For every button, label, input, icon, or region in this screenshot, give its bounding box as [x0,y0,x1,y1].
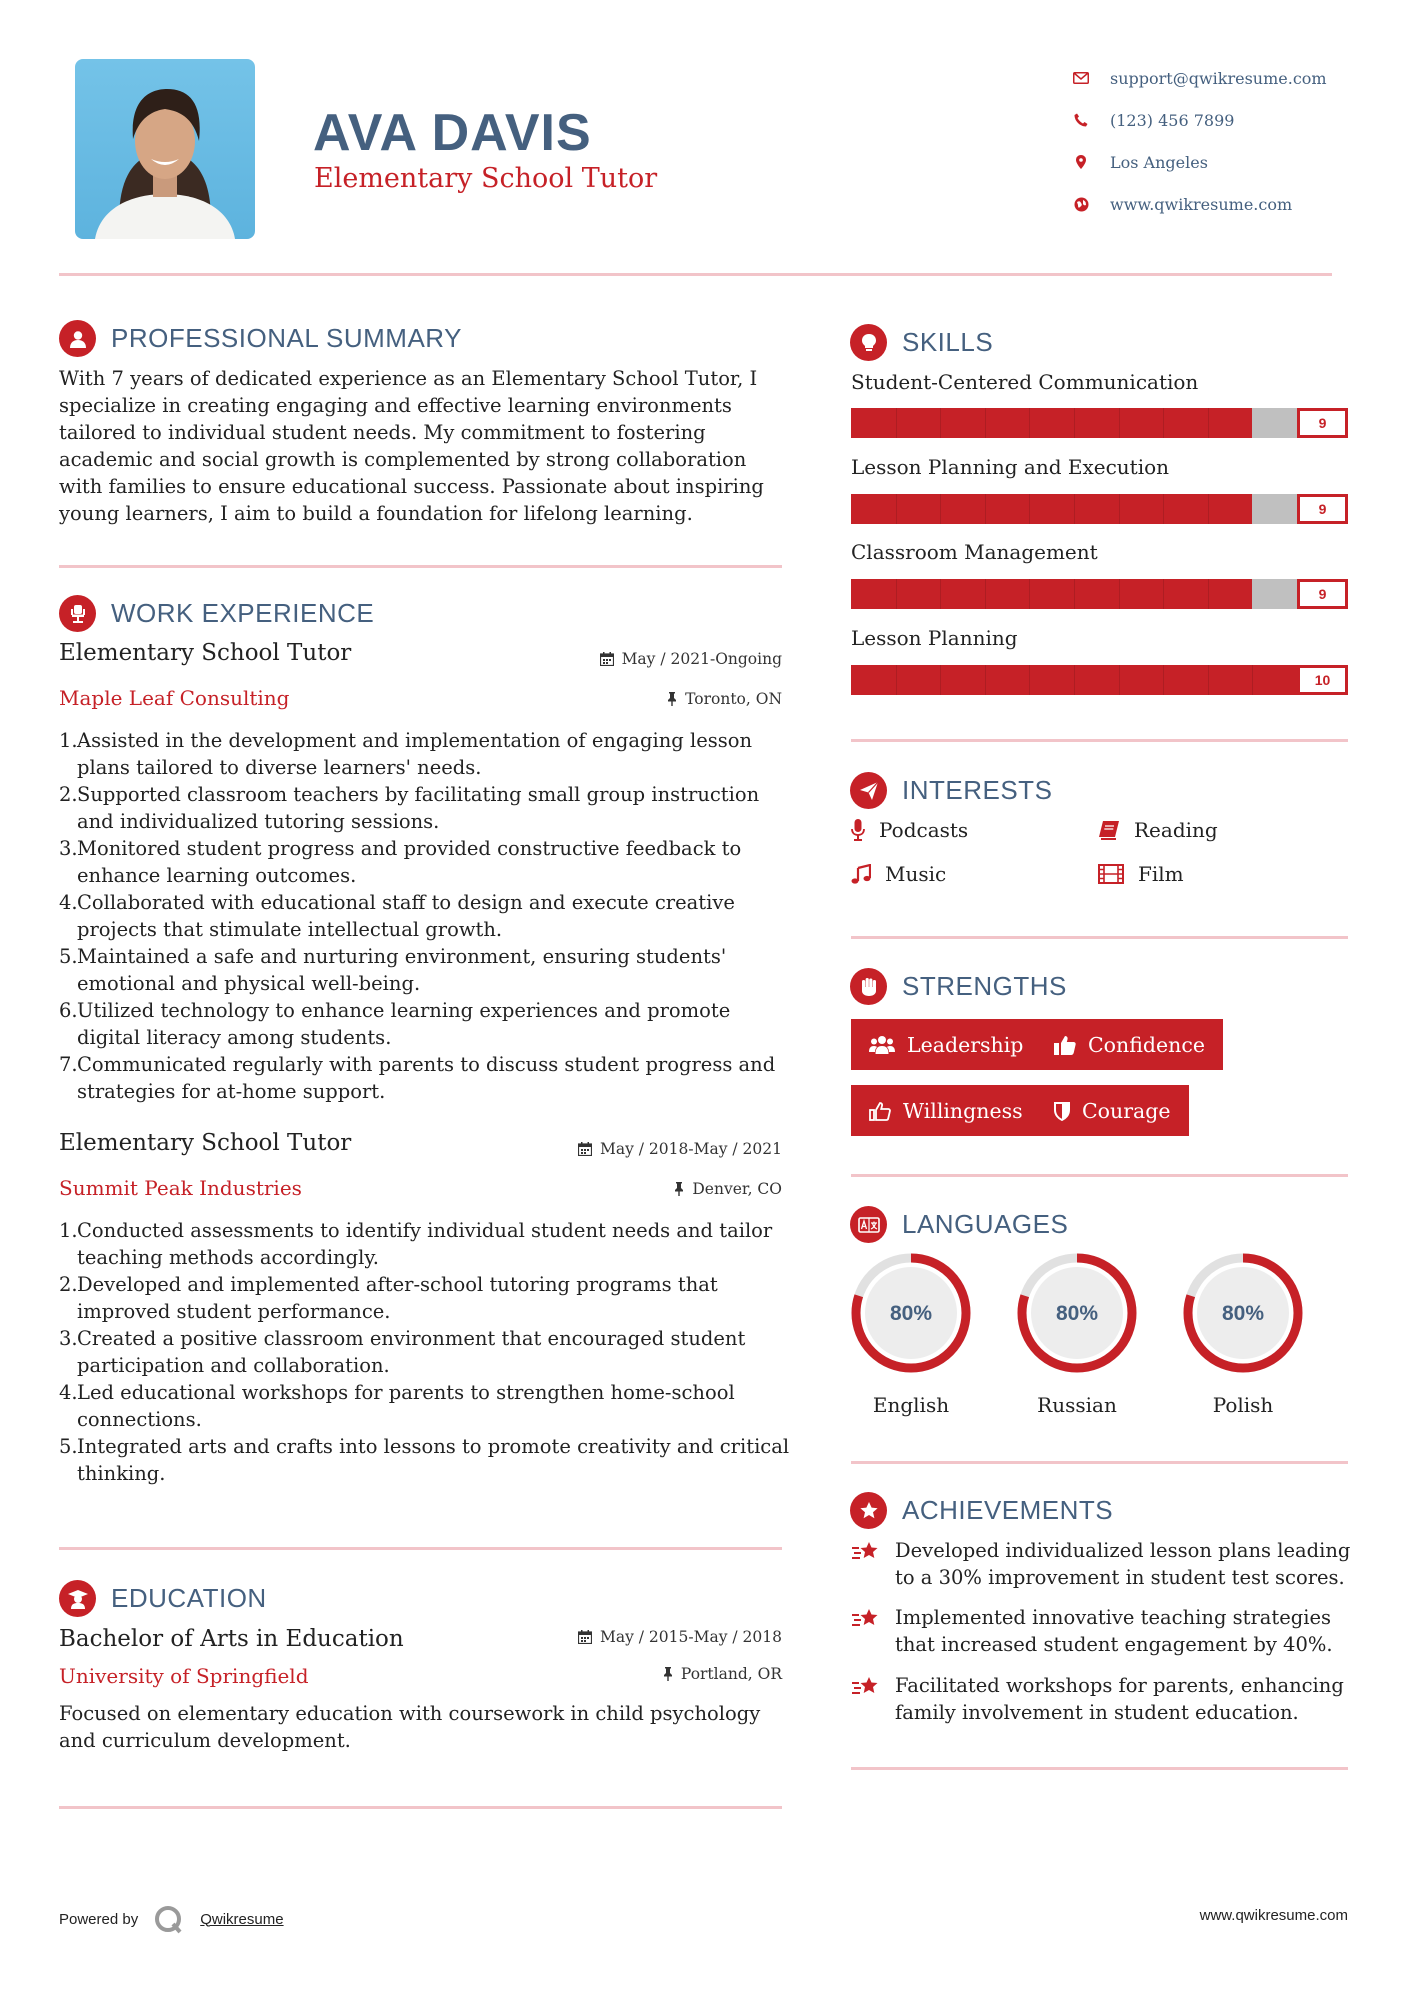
job-2-dates [540,1140,782,1158]
skill-bar-segment [1163,665,1164,695]
music-note-icon [851,864,871,884]
skill-1-track [1252,408,1297,438]
profile-photo [75,59,255,239]
map-pin-icon [1070,151,1092,173]
list-item: 2. Developed and implemented after-school tutoring programs that improved student performance. [59,1273,718,1323]
job-1-title: Elementary School Tutor [59,640,352,666]
skills-heading: SKILLS [850,324,993,361]
pushpin-icon [674,1182,684,1196]
strengths-divider [851,1174,1348,1177]
user-icon [59,320,96,357]
skill-bar-segment [896,408,897,438]
achievements-heading: ACHIEVEMENTS [850,1492,1113,1529]
skill-4-score: 10 [1297,665,1348,695]
job-2-company: Summit Peak Industries [59,1176,302,1200]
skill-1-fill [851,408,1252,438]
skill-bar-segment [1029,579,1030,609]
achievement-item: Implemented innovative teaching strategies that increased student engagement by 40%. [851,1604,1351,1658]
experience-heading: WORK EXPERIENCE [59,595,374,632]
contact-phone-text: (123) 456 7899 [1110,110,1235,130]
contact-email-text: support@qwikresume.com [1110,68,1327,88]
list-item: 5. Maintained a safe and nurturing environment, ensuring students' emotional and physical well-being. [59,945,727,995]
contact-phone[interactable] [1070,99,1327,141]
interest-film: Film [1098,862,1184,886]
education-dates-text: May / 2015-May / 2018 [599,1628,782,1646]
list-item: 1. Assisted in the development and implementation of engaging lesson plans tailored to diverse learners' needs. [59,729,753,779]
language-percent: 80% [889,1302,933,1325]
list-item: 3. Created a positive classroom environment that encouraged student participation and collaboration. [59,1327,746,1377]
skill-bar-segment [1119,665,1120,695]
skill-2-score: 9 [1297,494,1348,524]
skill-bar-segment [940,408,941,438]
pushpin-icon [667,692,677,706]
globe-icon [1070,193,1092,215]
language-percent: 80% [1055,1302,1099,1325]
job-1-company: Maple Leaf Consulting [59,686,290,710]
footer-brand-link[interactable]: Qwikresume [200,1910,284,1928]
job-1-location-text: Toronto, ON [685,690,782,708]
skill-bar-segment [1029,408,1030,438]
list-item: 6. Utilized technology to enhance learning experiences and promote digital literacy among students. [59,999,731,1049]
strength-confidence: Confidence [1036,1019,1223,1070]
language-english [849,1251,973,1417]
achievements-divider [851,1767,1348,1770]
skill-bar-segment [985,494,986,524]
contact-website-text: www.qwikresume.com [1110,194,1293,214]
experience-divider [59,1547,782,1550]
language-name: Polish [1212,1393,1274,1417]
contact-website[interactable] [1070,183,1327,225]
job-2-location [540,1180,782,1198]
job-2-title: Elementary School Tutor [59,1130,352,1156]
education-school: University of Springfield [59,1664,309,1688]
translate-icon [850,1206,887,1243]
skill-bar-segment [1208,665,1209,695]
job-2-location-text: Denver, CO [692,1180,782,1198]
skill-bar-segment [940,494,941,524]
skill-bar-segment [1029,494,1030,524]
education-heading: EDUCATION [59,1580,267,1617]
skill-bar-segment [1119,494,1120,524]
language-polish [1181,1251,1305,1417]
languages-divider [851,1461,1348,1464]
contact-location [1070,141,1327,183]
achievement-item: Facilitated workshops for parents, enhancing family involvement in student education. [851,1672,1351,1726]
contact-location-text: Los Angeles [1110,152,1208,172]
skill-bar-segment [896,579,897,609]
interest-reading: Reading [1098,818,1218,842]
skill-4-fill [851,665,1348,695]
skill-3-fill [851,579,1252,609]
job-1-dates [540,650,782,668]
skill-bar-segment [985,579,986,609]
phone-icon [1070,109,1092,131]
list-item: 2. Supported classroom teachers by facilitating small group instruction and individualized tutoring sessions. [59,783,760,833]
skill-bar-segment [1163,579,1164,609]
skill-bar-segment [1208,408,1209,438]
education-location [540,1665,782,1683]
footer-powered-by: Powered by Qwikresume [59,1904,284,1934]
education-divider [59,1806,782,1809]
interests-divider [851,936,1348,939]
skill-bar-segment [1208,494,1209,524]
skill-bar-segment [940,579,941,609]
job-2-duties [59,1217,794,1487]
skill-bar-segment [896,665,897,695]
skill-bar-segment [1074,494,1075,524]
job-1-dates-text: May / 2021-Ongoing [621,650,782,668]
language-russian [1015,1251,1139,1417]
skill-bar-segment [896,494,897,524]
skill-4-bar [851,665,1348,695]
language-ring [1015,1251,1139,1375]
interest-podcasts: Podcasts [851,818,968,842]
skill-2-name: Lesson Planning and Execution [851,455,1170,479]
job-1-duties [59,727,794,1105]
calendar-icon [600,652,614,666]
contact-email[interactable] [1070,57,1327,99]
book-icon [1098,820,1120,840]
fist-icon [850,968,887,1005]
graduate-icon [59,1580,96,1617]
list-item: 1. Conducted assessments to identify individual student needs and tailor teaching methods accordingly. [59,1219,773,1269]
interests-heading: INTERESTS [850,772,1052,809]
skill-bar-segment [940,665,941,695]
shooting-star-icon [851,1537,895,1591]
education-description: Focused on elementary education with coursework in child psychology and curriculum development. [59,1702,761,1752]
pushpin-icon [663,1667,673,1681]
strength-leadership: Leadership [851,1019,1041,1070]
skill-2-fill [851,494,1252,524]
skill-bar-segment [1074,579,1075,609]
list-item: 5. Integrated arts and crafts into lessons to promote creativity and critical thinking. [59,1435,790,1485]
footer-website[interactable]: www.qwikresume.com [1199,1907,1348,1924]
microphone-icon [851,819,865,841]
envelope-icon [1070,67,1092,89]
skill-bar-segment [1029,665,1030,695]
language-name: Russian [1037,1393,1117,1417]
list-item: 4. Led educational workshops for parents to strengthen home-school connections. [59,1381,735,1431]
office-chair-icon [59,595,96,632]
summary-text: With 7 years of dedicated experience as an Elementary School Tutor, I specialize in creating engaging and effective learning environments tailored to individual student needs. My commitment to fostering academic and social growth is complemented by strong collaboration with families to ensure educational success. Passionate about inspiring young learners, I aim to build a foundation for lifelong learning. [59,367,764,525]
calendar-icon [578,1142,592,1156]
header-divider [59,273,1332,276]
skill-bar-segment [1163,408,1164,438]
lightbulb-icon [850,324,887,361]
skill-1-bar [851,408,1348,438]
language-ring [1181,1251,1305,1375]
skill-bar-segment [1119,579,1120,609]
shooting-star-icon [851,1604,895,1658]
strength-willingness: Willingness [851,1085,1041,1136]
achievement-item: Developed individualized lesson plans leading to a 30% improvement in student test scores. [851,1537,1351,1591]
skill-bar-segment [1119,408,1120,438]
summary-divider [59,565,782,568]
contact-info [1070,57,1327,225]
skill-2-bar [851,494,1348,524]
skill-2-track [1252,494,1297,524]
list-item: 3. Monitored student progress and provided constructive feedback to enhance learning outcomes. [59,837,742,887]
thumbs-up-outline-icon [869,1101,891,1121]
film-icon [1098,864,1124,884]
education-location-text: Portland, OR [680,1665,782,1683]
job-1-location [540,690,782,708]
star-badge-icon [850,1492,887,1529]
languages-heading: LANGUAGES [850,1206,1068,1243]
skill-bar-segment [1074,665,1075,695]
thumbs-up-icon [1054,1035,1076,1055]
skill-bar-segment [1074,408,1075,438]
candidate-name: AVA DAVIS [313,104,592,162]
candidate-title: Elementary School Tutor [314,163,658,194]
education-degree: Bachelor of Arts in Education [59,1626,404,1652]
interest-music: Music [851,862,946,886]
language-name: English [872,1393,950,1417]
shield-icon [1054,1101,1070,1121]
skill-4-name: Lesson Planning [851,626,1018,650]
skill-3-track [1252,579,1297,609]
list-item: 4. Collaborated with educational staff to design and execute creative projects that stimulate intellectual growth. [59,891,735,941]
skill-bar-segment [1163,494,1164,524]
list-item: 7. Communicated regularly with parents to discuss student progress and strategies for at-home support. [59,1053,776,1103]
shooting-star-icon [851,1672,895,1726]
skill-bar-segment [1252,665,1253,695]
qwikresume-logo-icon [152,1904,186,1934]
skill-3-bar [851,579,1348,609]
skill-3-name: Classroom Management [851,540,1098,564]
skill-bar-segment [1208,579,1209,609]
strengths-heading: STRENGTHS [850,968,1067,1005]
skill-1-name: Student-Centered Communication [851,370,1199,394]
users-icon [869,1035,895,1055]
summary-heading: PROFESSIONAL SUMMARY [59,320,462,357]
job-2-dates-text: May / 2018-May / 2021 [599,1140,782,1158]
skill-3-score: 9 [1297,579,1348,609]
paper-plane-icon [850,772,887,809]
skill-bar-segment [985,408,986,438]
calendar-icon [578,1630,592,1644]
education-dates [540,1628,782,1646]
language-percent: 80% [1221,1302,1265,1325]
strength-courage: Courage [1036,1085,1189,1136]
skills-divider [851,739,1348,742]
language-ring [849,1251,973,1375]
skill-1-score: 9 [1297,408,1348,438]
skill-bar-segment [985,665,986,695]
